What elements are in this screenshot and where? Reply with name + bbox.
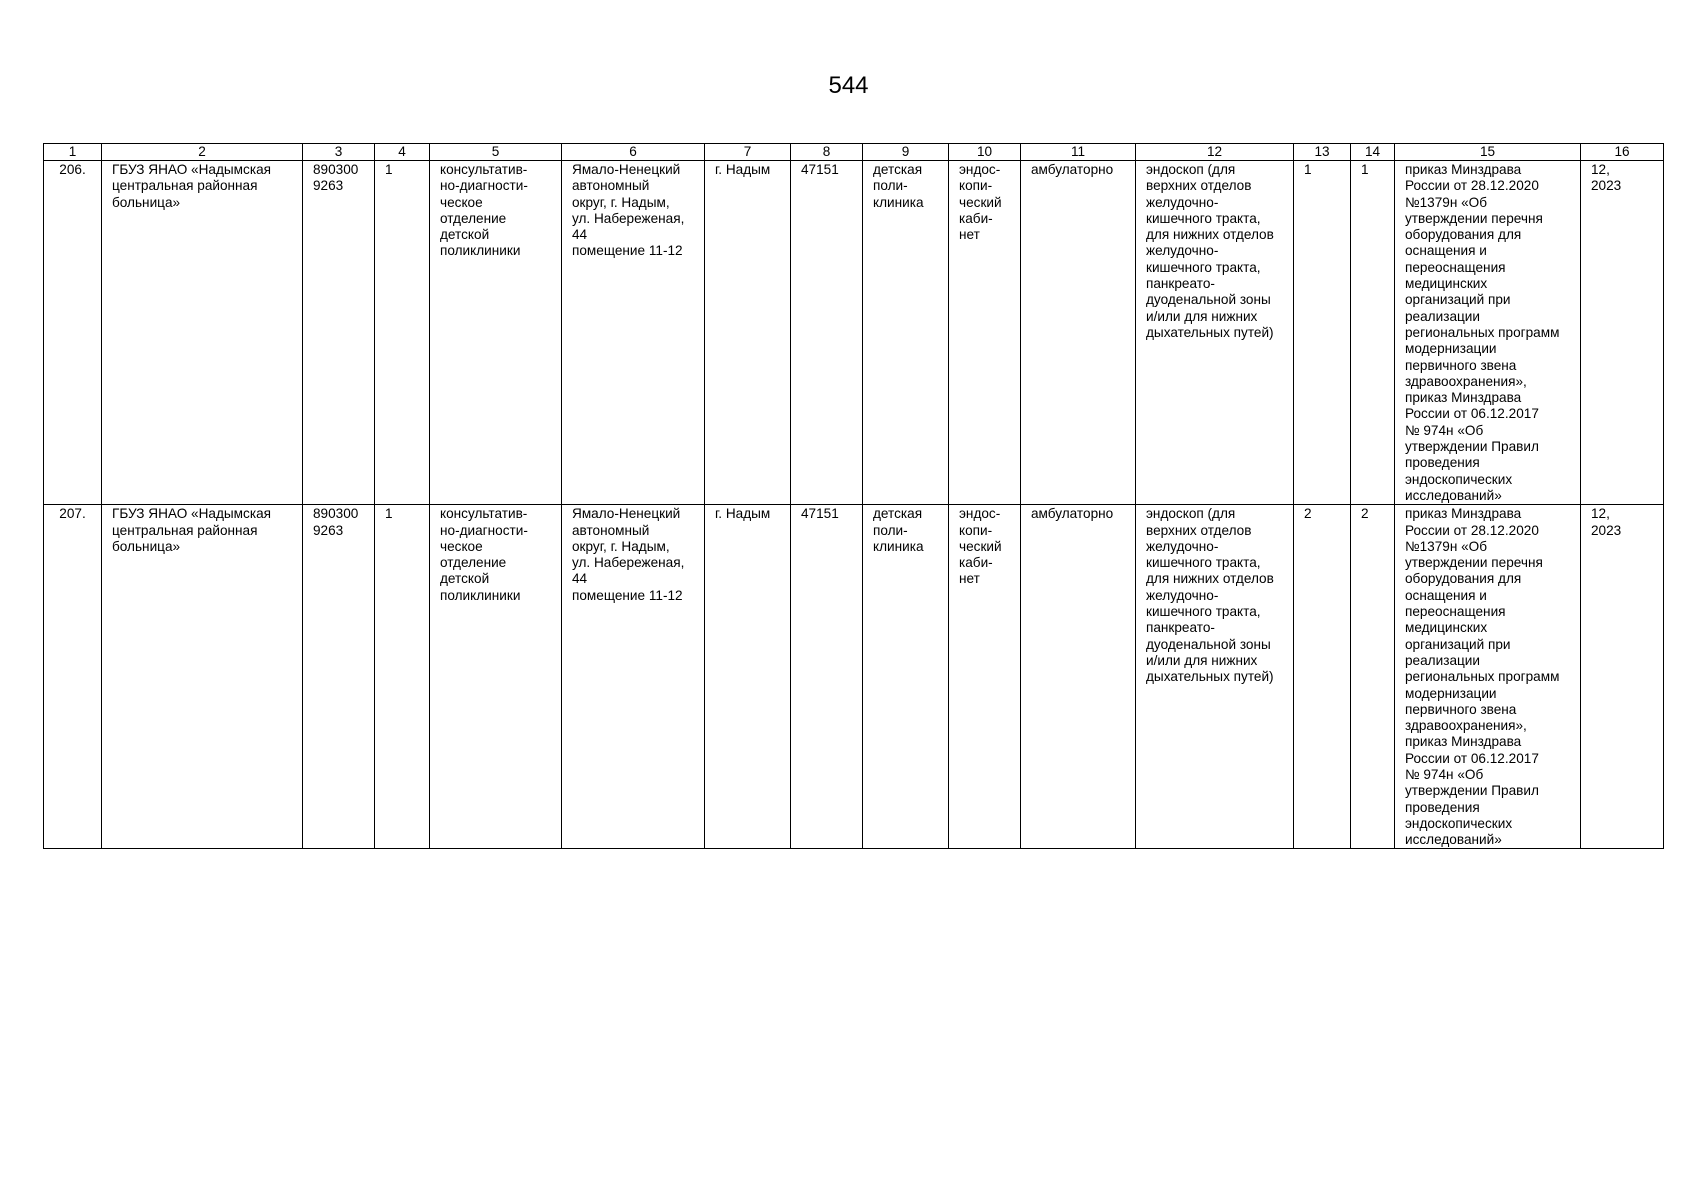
room-type: эндос- копи- ческий каби- нет bbox=[949, 505, 1021, 849]
column-header-10: 10 bbox=[949, 144, 1021, 161]
column-header-2: 2 bbox=[102, 144, 303, 161]
quantity-14: 2 bbox=[1351, 505, 1395, 849]
quantity-14: 1 bbox=[1351, 161, 1395, 505]
deadline: 12, 2023 bbox=[1581, 505, 1664, 849]
organization-name: ГБУЗ ЯНАО «Надымская центральная районная больница» bbox=[102, 505, 303, 849]
address: Ямало-Ненецкий автономный округ, г. Надым, ул. Набереженая, 44 помещение 11-12 bbox=[562, 161, 705, 505]
column-header-15: 15 bbox=[1395, 144, 1581, 161]
column-header-13: 13 bbox=[1294, 144, 1351, 161]
column-header-4: 4 bbox=[375, 144, 430, 161]
column-header-7: 7 bbox=[705, 144, 791, 161]
subdivision-type: детская поли- клиника bbox=[863, 161, 949, 505]
column-header-16: 16 bbox=[1581, 144, 1664, 161]
settlement: г. Надым bbox=[705, 505, 791, 849]
header-row bbox=[44, 144, 1664, 161]
column-4-value: 1 bbox=[375, 505, 430, 849]
equipment-name: эндоскоп (для верхних отделов желудочно- кишечного тракта, для нижних отделов желудочно- кишечного тракта, панкреато- дуоденальной зоны и/или для нижних дыхательных путей) bbox=[1136, 161, 1294, 505]
column-header-1: 1 bbox=[44, 144, 102, 161]
table-row bbox=[44, 505, 1664, 849]
column-header-14: 14 bbox=[1351, 144, 1395, 161]
column-header-9: 9 bbox=[863, 144, 949, 161]
address: Ямало-Ненецкий автономный округ, г. Надым, ул. Набереженая, 44 помещение 11-12 bbox=[562, 505, 705, 849]
equipment-name: эндоскоп (для верхних отделов желудочно- кишечного тракта, для нижних отделов желудочно- кишечного тракта, панкреато- дуоденальной зоны и/или для нижних дыхательных путей) bbox=[1136, 505, 1294, 849]
legal-basis: приказ Минздрава России от 28.12.2020 №1379н «Об утверждении перечня оборудования для оснащения и переоснащения медицинских организаций при реализации региональных программ модернизации первичного звена здравоохранения», приказ Минздрава России от 06.12.2017 № 974н «Об утверждении Правил проведения эндоскопических исследований» bbox=[1395, 505, 1581, 849]
column-header-12: 12 bbox=[1136, 144, 1294, 161]
page-number: 544 bbox=[828, 72, 869, 99]
deadline: 12, 2023 bbox=[1581, 161, 1664, 505]
subdivision-type: детская поли- клиника bbox=[863, 505, 949, 849]
care-conditions: амбулаторно bbox=[1021, 161, 1136, 505]
row-number: 207. bbox=[44, 505, 102, 849]
column-header-3: 3 bbox=[303, 144, 375, 161]
inn-code: 890300 9263 bbox=[303, 161, 375, 505]
column-header-6: 6 bbox=[562, 144, 705, 161]
oktmo-code: 47151 bbox=[791, 161, 863, 505]
column-header-5: 5 bbox=[430, 144, 562, 161]
registry-table bbox=[43, 143, 1664, 849]
department: консультатив- но-диагности- ческое отделение детской поликлиники bbox=[430, 161, 562, 505]
column-header-11: 11 bbox=[1021, 144, 1136, 161]
quantity-13: 2 bbox=[1294, 505, 1351, 849]
settlement: г. Надым bbox=[705, 161, 791, 505]
oktmo-code: 47151 bbox=[791, 505, 863, 849]
table-row bbox=[44, 161, 1664, 505]
care-conditions: амбулаторно bbox=[1021, 505, 1136, 849]
legal-basis: приказ Минздрава России от 28.12.2020 №1379н «Об утверждении перечня оборудования для оснащения и переоснащения медицинских организаций при реализации региональных программ модернизации первичного звена здравоохранения», приказ Минздрава России от 06.12.2017 № 974н «Об утверждении Правил проведения эндоскопических исследований» bbox=[1395, 161, 1581, 505]
row-number: 206. bbox=[44, 161, 102, 505]
organization-name: ГБУЗ ЯНАО «Надымская центральная районная больница» bbox=[102, 161, 303, 505]
room-type: эндос- копи- ческий каби- нет bbox=[949, 161, 1021, 505]
column-header-8: 8 bbox=[791, 144, 863, 161]
quantity-13: 1 bbox=[1294, 161, 1351, 505]
department: консультатив- но-диагности- ческое отделение детской поликлиники bbox=[430, 505, 562, 849]
column-4-value: 1 bbox=[375, 161, 430, 505]
inn-code: 890300 9263 bbox=[303, 505, 375, 849]
